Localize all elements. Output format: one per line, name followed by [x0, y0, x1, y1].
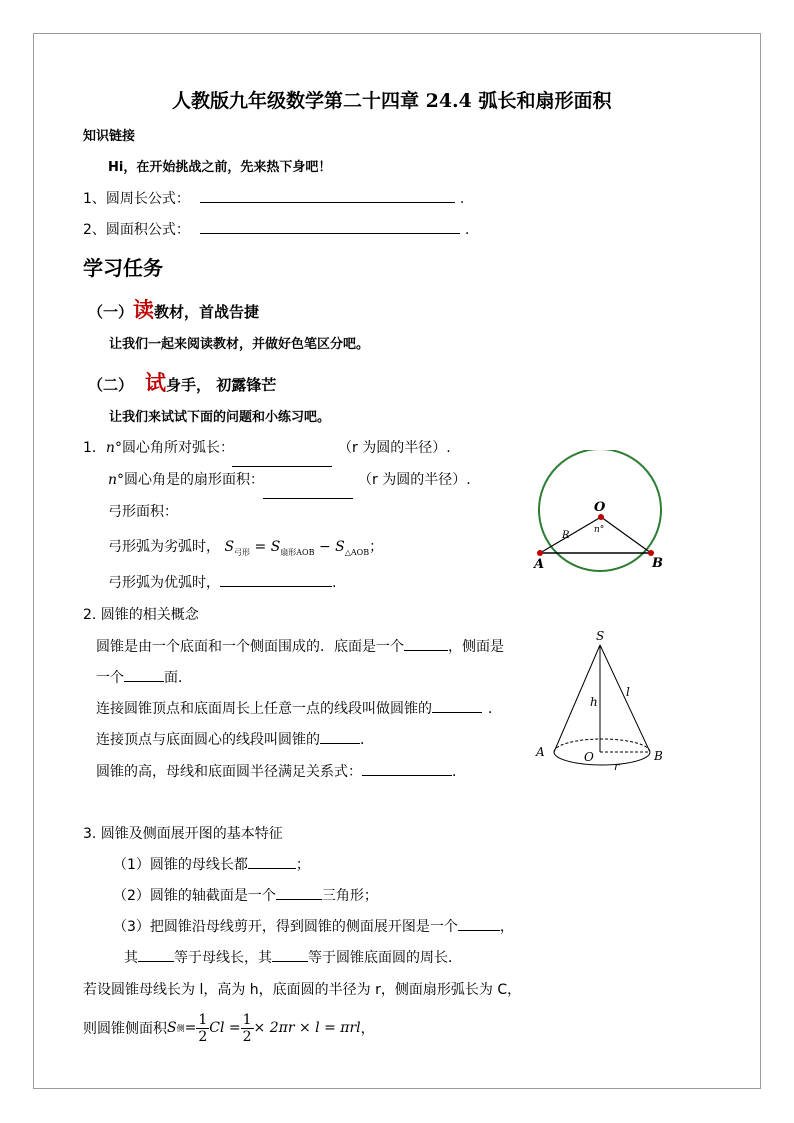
- label-b: B: [652, 556, 663, 571]
- q3-item2-blank[interactable]: [276, 885, 322, 900]
- fraction-half-2: $\frac{1}{2}$: [242, 1011, 252, 1045]
- section2-heading: [88, 367, 276, 397]
- section1-rest: 教材，首战告捷: [154, 303, 260, 321]
- q2-title: 2. 圆锥的相关概念: [83, 607, 199, 623]
- q3-title: 3. 圆锥及侧面展开图的基本特征: [83, 826, 283, 842]
- cone-right-edge: [600, 645, 650, 752]
- label-r: R: [562, 530, 570, 541]
- q3-item4-blank2[interactable]: [272, 947, 308, 962]
- cone-label-r: r: [614, 760, 620, 773]
- q1-number: 1．: [83, 440, 106, 456]
- q2-relation-blank[interactable]: [362, 761, 452, 776]
- q1-major-arc: 弓形弧为优弧时， .: [108, 572, 336, 592]
- q3-item3: （3）把圆锥沿母线剪开，得到圆锥的侧面展开图是一个 ，: [113, 916, 514, 936]
- area-blank[interactable]: [200, 219, 460, 234]
- cone-base-back: [554, 739, 650, 752]
- section1-heading: [88, 294, 259, 324]
- q1-sector-blank[interactable]: [263, 498, 353, 499]
- radius-oa: [540, 517, 601, 553]
- label-a: A: [534, 557, 545, 572]
- lateral-area-formula: S 侧 = $\frac{1}{2}$ Cl = $\frac{1}{2}$ × 2πr × l = πrl: [167, 1011, 361, 1045]
- q1-hint2: （r 为圆的半径）.: [358, 472, 471, 488]
- q3-paragraph2: 则圆锥侧面积 S 侧 = $\frac{1}{2}$ Cl = $\frac{1}{2}$ × 2πr × l = πrl ，: [83, 1011, 375, 1045]
- area-end: .: [464, 222, 470, 238]
- fraction-half-1: $\frac{1}{2}$: [198, 1011, 208, 1045]
- q1-arc-label: 圆心角所对弧长：: [121, 440, 234, 456]
- q2-base-blank[interactable]: [404, 636, 448, 651]
- cone-label-h: h: [590, 695, 598, 709]
- q3-paragraph1: 若设圆锥母线长为 l，高为 h，底面圆的半径为 r，侧面扇形弧长为 C，: [83, 982, 522, 998]
- circle-diagram: [528, 450, 673, 580]
- q1-segment-area: 弓形面积：: [108, 504, 178, 520]
- q3-item3-blank[interactable]: [458, 916, 500, 931]
- circumference-label: 1、圆周长公式：: [83, 191, 190, 207]
- q1-major-arc-blank[interactable]: [220, 572, 332, 587]
- q2-line1: 圆锥是由一个底面和一个侧面围成的．底面是一个 ，侧面是: [96, 636, 504, 656]
- cone-label-l: l: [626, 685, 630, 699]
- section2-rest: 身手， 初露锋芒: [166, 376, 277, 394]
- q2-height-blank[interactable]: [320, 729, 360, 744]
- area-item: [83, 219, 469, 239]
- cone-label-s: S: [596, 629, 605, 643]
- q3-item2: （2）圆锥的轴截面是一个 三角形；: [113, 885, 378, 905]
- knowledge-intro: Hi，在开始挑战之前，先来热下身吧！: [108, 160, 332, 175]
- page-title: 人教版九年级数学第二十四章 24.4 弧长和扇形面积: [172, 90, 612, 112]
- label-angle: n°: [594, 525, 605, 535]
- q2-line5: 圆锥的高，母线和底面圆半径满足关系式： ．: [96, 761, 466, 781]
- section2-note: 让我们来试试下面的问题和小练习吧。: [109, 410, 331, 425]
- q1-minor-arc-label: 弓形弧为劣弧时，: [108, 539, 220, 555]
- knowledge-heading: 知识链接: [83, 129, 136, 144]
- q2-line4: 连接顶点与底面圆心的线段叫圆锥的 ．: [96, 729, 374, 749]
- q1-arc-blank[interactable]: [232, 466, 332, 467]
- q3-item4-blank1[interactable]: [138, 947, 174, 962]
- q2-side-blank[interactable]: [124, 667, 164, 682]
- q2-generatrix-blank[interactable]: [432, 698, 482, 713]
- q1-minor-formula: $S_{弓形} = S_{扇形AOB} - S_{\triangle AOB}$: [224, 539, 370, 557]
- section1-big-char: 读: [133, 298, 155, 322]
- cone-base-front: [554, 752, 650, 765]
- section1-prefix: （一）: [88, 303, 134, 321]
- circumference-blank[interactable]: [200, 188, 455, 203]
- point-a: [537, 550, 543, 556]
- section2-big-char: 试: [145, 371, 167, 395]
- circumference-end: .: [459, 191, 465, 207]
- section1-note: 让我们一起来阅读教材，并做好色笔区分吧。: [109, 337, 370, 352]
- q3-item1-blank[interactable]: [248, 854, 296, 869]
- cone-label-o: O: [584, 750, 594, 764]
- radius-ob: [601, 517, 651, 553]
- q3-item4: 其 等于母线长，其 等于圆锥底面圆的周长．: [124, 947, 462, 967]
- section2-prefix: （二）: [88, 376, 134, 394]
- cone-label-b: B: [654, 749, 663, 763]
- q1-hint1: （r 为圆的半径）.: [338, 440, 451, 456]
- q1-major-arc-label: 弓形弧为优弧时，: [108, 575, 220, 591]
- q1-line2: [108, 469, 264, 489]
- circumference-item: [83, 188, 464, 208]
- q3-item1: （1）圆锥的母线长都 ；: [113, 854, 310, 874]
- q1-minor-arc: 弓形弧为劣弧时， $S_{弓形} = S_{扇形AOB} - S_{\triangle AOB}$；: [108, 539, 384, 557]
- q1-n-symbol: n°: [105, 440, 122, 456]
- label-o: O: [594, 500, 606, 515]
- q2-line2: 一个 面．: [96, 667, 192, 687]
- q2-line3: 连接圆锥顶点和底面周长上任意一点的线段叫做圆锥的 ．: [96, 698, 502, 718]
- q1-n-symbol-2: n°: [108, 472, 125, 488]
- task-heading: 学习任务: [83, 256, 163, 280]
- cone-diagram: [530, 628, 670, 776]
- cone-label-a: A: [536, 745, 545, 759]
- q1-line1: [83, 437, 234, 457]
- q1-sector-label: 圆心角是的扇形面积：: [124, 472, 265, 488]
- area-label: 2、圆面积公式：: [83, 222, 190, 238]
